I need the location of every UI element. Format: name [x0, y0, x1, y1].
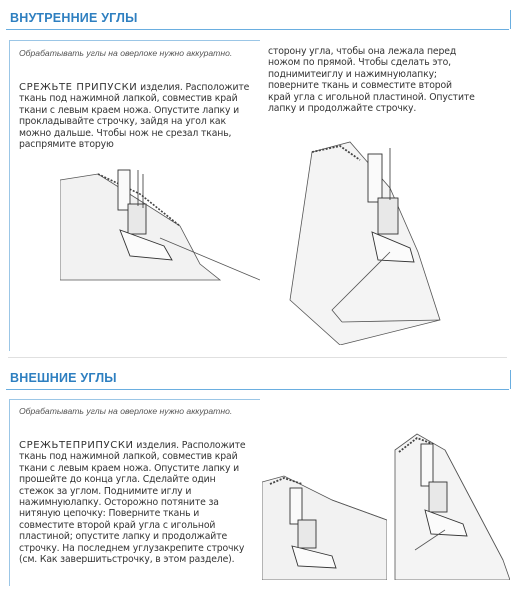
- outer-title-rule-tick: [510, 370, 511, 389]
- inner-corner-illustration-1: [60, 168, 260, 283]
- outer-text: Расположите ткань под нажимной лапкой, совместив край ткани с левым краем ножа. Опустите лапку и прошейте до конца угла. Сделайте один стежок за углом. Поднимите иглу и нажимнуюлапку. Осторожно потяните за нитяную цепочку: Поверните ткань и совместите второй край угла с игольной пластиной; опустите лапку и продолжайте строчку. На последнем углузакрепите строчку (см. Как завершитьстрочку, в этом разделе).: [19, 440, 246, 566]
- inner-text-left: Расположите ткань под нажимной лапкой, совместив край ткани с левым краем ножа. Опустите лапку и прокладывайте строчку, зайдя на угол как можно дальше. Чтобы нож не срезал ткань, распрямите вторую: [19, 82, 250, 151]
- outer-instructions: [19, 440, 251, 565]
- outer-lead-rest: изделия.: [133, 440, 179, 451]
- outer-title-rule: [6, 389, 509, 390]
- outer-corners-title: ВНЕШНИЕ УГЛЫ: [10, 371, 117, 385]
- outer-corner-illustration-1: [262, 470, 387, 580]
- outer-corner-illustration-2: [385, 430, 510, 580]
- outer-note: Обрабатывать углы на оверлоке нужно аккуратно.: [19, 406, 233, 416]
- inner-corner-illustration-2: [280, 140, 470, 345]
- inner-title-rule-tick: [510, 10, 511, 29]
- section-divider: [8, 357, 507, 358]
- inner-instructions-left: [19, 82, 251, 150]
- inner-corners-title: ВНУТРЕННИЕ УГЛЫ: [10, 11, 138, 25]
- inner-lead: СРЕЖЬТЕ ПРИПУСКИ: [19, 82, 138, 93]
- inner-note: Обрабатывать углы на оверлоке нужно аккуратно.: [19, 48, 233, 58]
- outer-lead: СРЕЖЬТЕПРИПУСКИ: [19, 440, 134, 451]
- inner-lead-rest: изделия.: [137, 82, 183, 93]
- inner-text-right: сторону угла, чтобы она лежала перед ножом по прямой. Чтобы сделать это, поднимитеиглу и нажимнуюлапку; поверните ткань и совместите второй край угла с игольной пластиной. Опустите лапку и продолжайте строчку.: [268, 46, 475, 115]
- inner-title-rule: [6, 29, 509, 30]
